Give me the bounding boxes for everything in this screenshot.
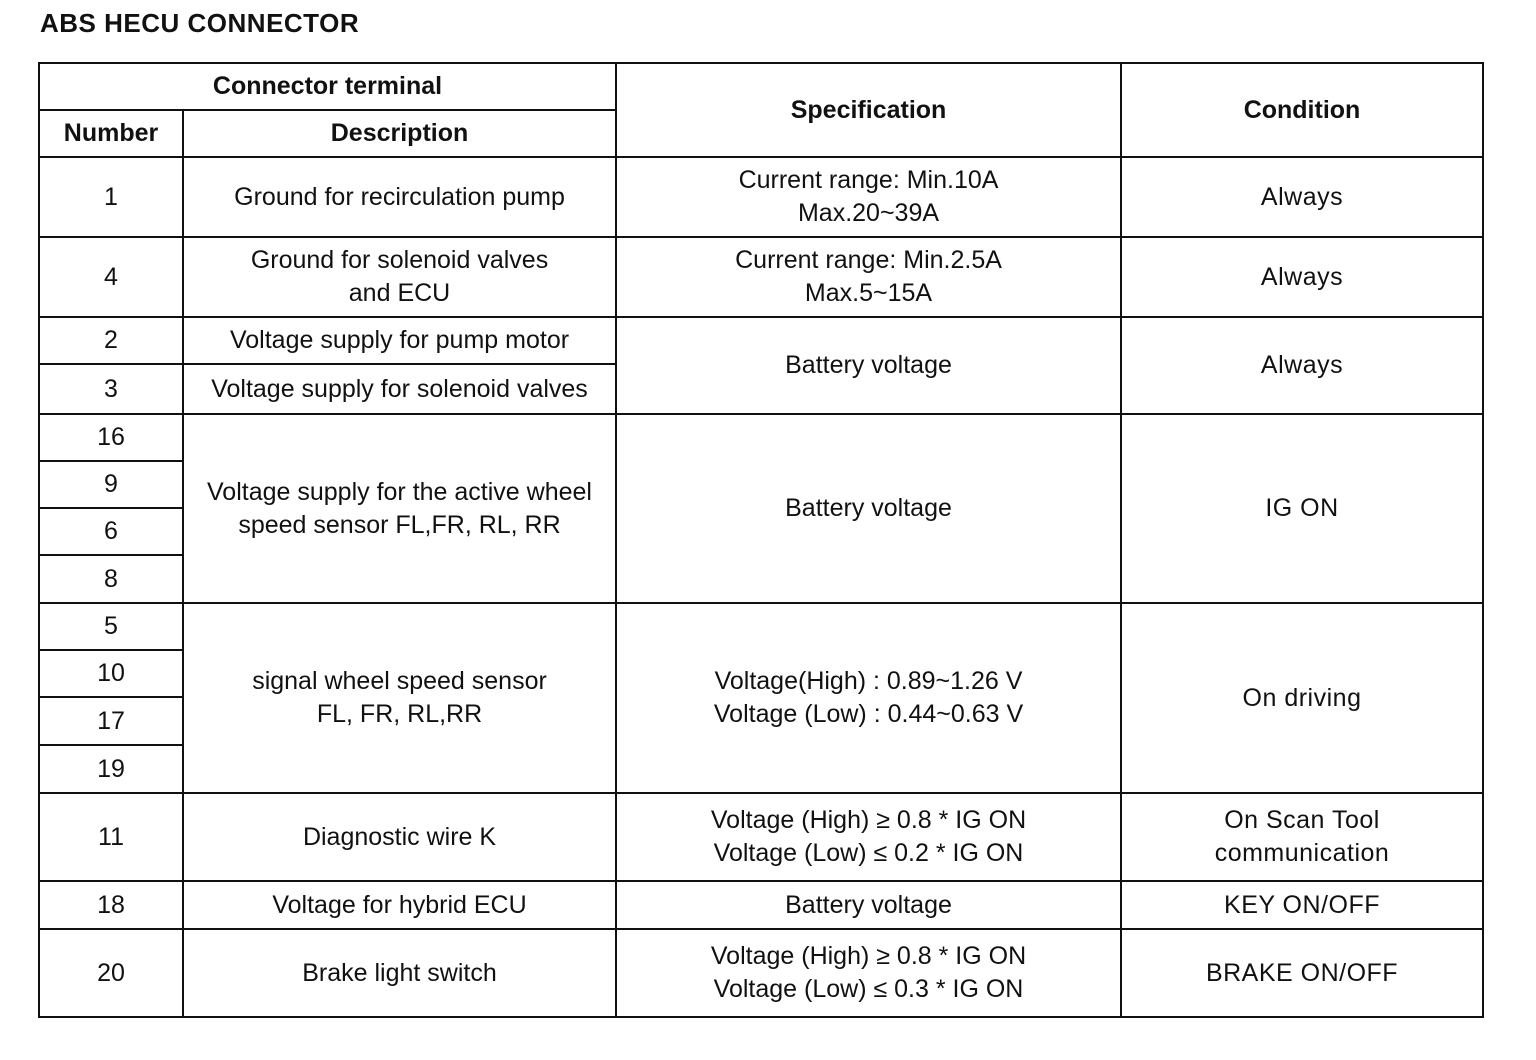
table-body [39, 157, 1483, 1017]
terminal-number: 2 [39, 317, 183, 364]
terminal-number: 4 [39, 237, 183, 317]
condition-cell: BRAKE ON/OFF [1121, 929, 1483, 1017]
table-row [39, 603, 1483, 650]
condition-cell: Always [1121, 157, 1483, 237]
terminal-number: 16 [39, 414, 183, 461]
number-header: Number [39, 110, 183, 157]
terminal-number: 5 [39, 603, 183, 650]
terminal-description: signal wheel speed sensor FL, FR, RL,RR [183, 603, 616, 793]
header-row-1 [39, 63, 1483, 110]
specification-cell: Current range: Min.10A Max.20~39A [616, 157, 1121, 237]
terminal-description: Ground for recirculation pump [183, 157, 616, 237]
terminal-number: 18 [39, 881, 183, 929]
terminal-number: 19 [39, 745, 183, 793]
terminal-description: Voltage for hybrid ECU [183, 881, 616, 929]
specification-cell: Voltage (High) ≥ 0.8 * IG ON Voltage (Low) ≤ 0.2 * IG ON [616, 793, 1121, 881]
connector-spec-table [38, 62, 1484, 1018]
terminal-description: Voltage supply for the active wheel speed sensor FL,FR, RL, RR [183, 414, 616, 603]
connector-terminal-header: Connector terminal [39, 63, 616, 110]
condition-cell: On driving [1121, 603, 1483, 793]
specification-cell: Battery voltage [616, 317, 1121, 414]
terminal-number: 1 [39, 157, 183, 237]
specification-header: Specification [616, 63, 1121, 157]
condition-header: Condition [1121, 63, 1483, 157]
table-row [39, 793, 1483, 881]
specification-cell: Voltage(High) : 0.89~1.26 V Voltage (Low) : 0.44~0.63 V [616, 603, 1121, 793]
page-title: ABS HECU CONNECTOR [40, 8, 360, 38]
specification-cell: Battery voltage [616, 414, 1121, 603]
terminal-description: Brake light switch [183, 929, 616, 1017]
table-row [39, 929, 1483, 1017]
terminal-description: Diagnostic wire K [183, 793, 616, 881]
terminal-number: 17 [39, 697, 183, 745]
terminal-number: 8 [39, 555, 183, 603]
terminal-description: Ground for solenoid valves and ECU [183, 237, 616, 317]
terminal-number: 10 [39, 650, 183, 697]
terminal-number: 9 [39, 461, 183, 508]
specification-cell: Battery voltage [616, 881, 1121, 929]
condition-cell: On Scan Tool communication [1121, 793, 1483, 881]
specification-cell: Current range: Min.2.5A Max.5~15A [616, 237, 1121, 317]
table-header [39, 63, 1483, 157]
terminal-number: 6 [39, 508, 183, 555]
condition-cell: Always [1121, 317, 1483, 414]
table-row [39, 317, 1483, 364]
terminal-number: 20 [39, 929, 183, 1017]
table-row [39, 237, 1483, 317]
condition-cell: Always [1121, 237, 1483, 317]
specification-cell: Voltage (High) ≥ 0.8 * IG ON Voltage (Low) ≤ 0.3 * IG ON [616, 929, 1121, 1017]
terminal-number: 11 [39, 793, 183, 881]
condition-cell: IG ON [1121, 414, 1483, 603]
condition-cell: KEY ON/OFF [1121, 881, 1483, 929]
table-row [39, 881, 1483, 929]
terminal-number: 3 [39, 364, 183, 414]
description-header: Description [183, 110, 616, 157]
table-row [39, 414, 1483, 461]
terminal-description: Voltage supply for solenoid valves [183, 364, 616, 414]
terminal-description: Voltage supply for pump motor [183, 317, 616, 364]
table-row [39, 157, 1483, 237]
